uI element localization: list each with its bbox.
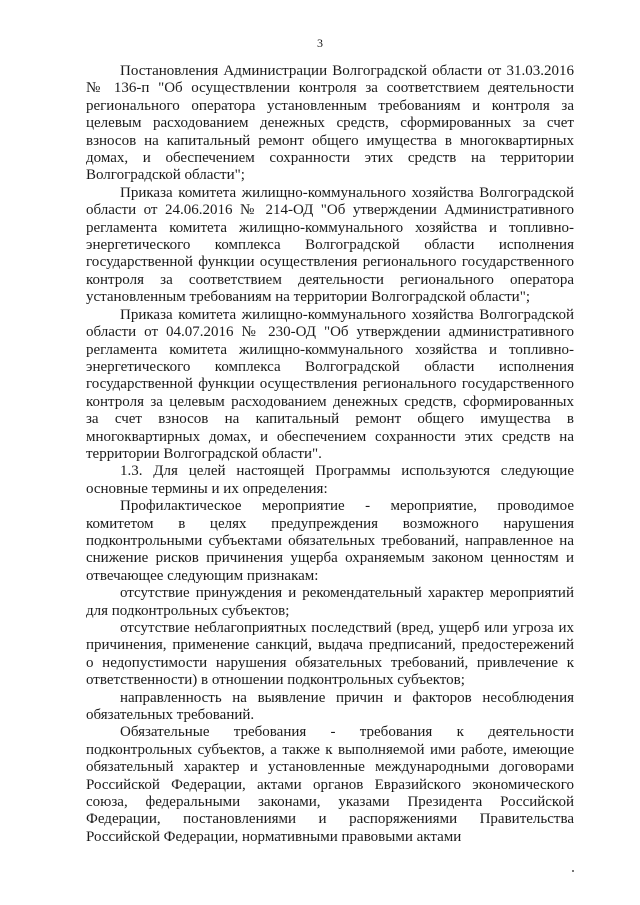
- paragraph-criterion-no-adverse-effects: отсутствие неблагоприятных последствий (вред, ущерб или угроза их причинения, применение санкций, выдача предписаний, предостережений о недопустимости нарушения обязательных требований, привлечение к ответственности) в отношении подконтрольных субъектов;: [86, 620, 574, 689]
- paragraph-definition-mandatory-requirements: Обязательные требования - требования к деятельности подконтрольных субъектов, а также к выполняемой ими работе, имеющие обязательный характер и установленные международными договорами Российской Федерации, актами органов Евразийского экономического союза, федеральными законами, указами Президента Российской Федерации, постановлениями и распоряжениями Правительства Российской Федерации, нормативными правовыми актами: [86, 724, 574, 845]
- paragraph-criterion-cause-detection: направленность на выявление причин и факторов несоблюдения обязательных требований.: [86, 689, 574, 724]
- paragraph-order-230od: Приказа комитета жилищно-коммунального хозяйства Волгоградской области от 04.07.2016 № 230-ОД "Об утверждении административного регламента комитета жилищно-коммунального хозяйства и топливно-энергетического комплекса Волгоградской области исполнения государственной функции осуществления регионального государственного контроля за целевым расходованием денежных средств, сформированных за счет взносов на капитальный ремонт общего имущества в многоквартирных домах, и обеспечением сохранности этих средств на территории Волгоградской области".: [86, 306, 574, 462]
- paragraph-criterion-no-coercion: отсутствие принуждения и рекомендательный характер мероприятий для подконтрольных субъектов;: [86, 585, 574, 619]
- page-number: 3: [317, 36, 323, 50]
- paragraph-definition-preventive-measure: Профилактическое мероприятие - мероприятие, проводимое комитетом в целях предупреждения возможного нарушения подконтрольными субъектами обязательных требований, направленное на снижение рисков причинения ущерба охраняемым законом ценностям и отвечающее следующим признакам:: [86, 498, 574, 584]
- paragraph-section-1-3: 1.3. Для целей настоящей Программы используются следующие основные термины и их определения:: [86, 463, 574, 497]
- document-body: [86, 63, 574, 846]
- scan-speck: [572, 870, 574, 872]
- paragraph-order-214od: Приказа комитета жилищно-коммунального хозяйства Волгоградской области от 24.06.2016 № 214-ОД "Об утверждении Административного регламента комитета жилищно-коммунального хозяйства и топливно-энергетического комплекса Волгоградской области исполнения государственной функции осуществления регионального государственного контроля за соответствием деятельности регионального оператора установленным требованиям на территории Волгоградской области";: [86, 184, 574, 306]
- paragraph-decree-136p: Постановления Администрации Волгоградской области от 31.03.2016 № 136-п "Об осуществлении контроля за соответствием деятельности регионального оператора установленным требованиям и контроля за целевым расходованием денежных средств, сформированных за счет взносов на капитальный ремонт общего имущества в многоквартирных домах, и обеспечением сохранности этих средств на территории Волгоградской области";: [86, 63, 574, 184]
